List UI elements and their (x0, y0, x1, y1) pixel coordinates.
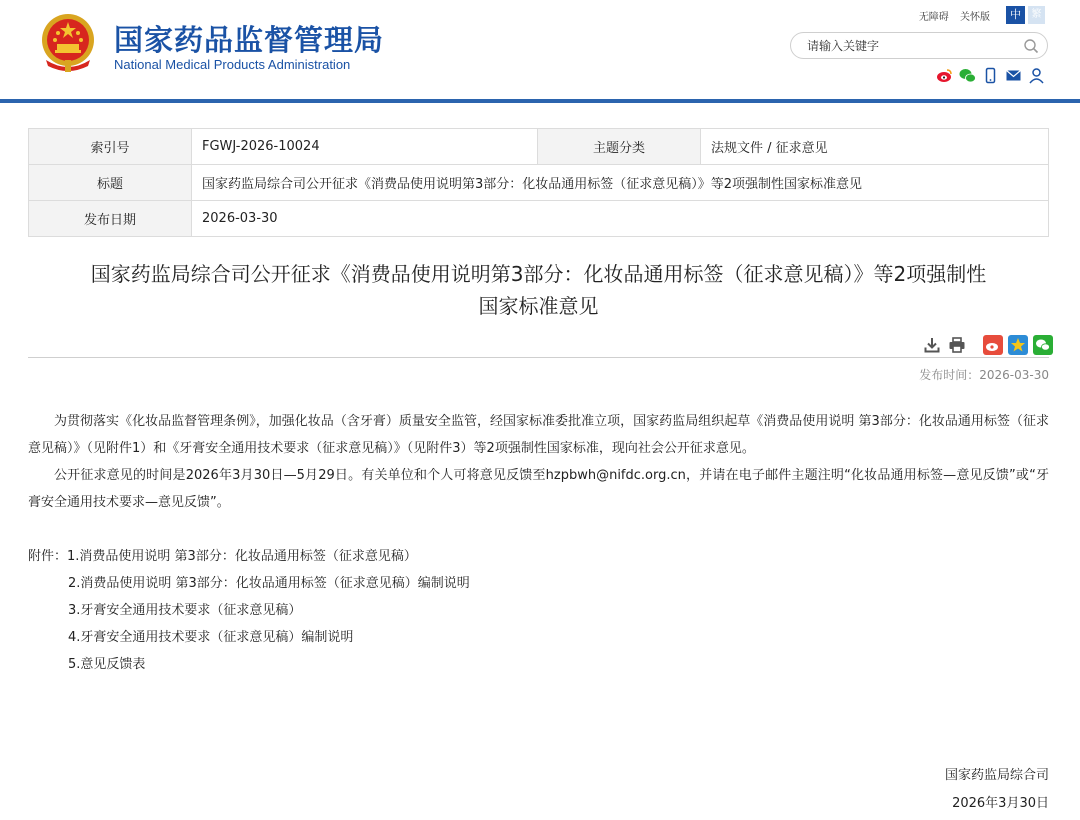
site-title-cn[interactable]: 国家药品监督管理局 (114, 23, 385, 57)
attachment-link[interactable]: 4.牙膏安全通用技术要求（征求意见稿）编制说明 (68, 630, 354, 645)
list-item[interactable] (28, 651, 1049, 678)
download-icon[interactable] (922, 335, 942, 355)
document-meta-table (28, 128, 1049, 237)
mail-icon[interactable] (1005, 67, 1022, 84)
user-icon[interactable] (1028, 67, 1045, 84)
attachment-link[interactable]: 2.消费品使用说明 第3部分：化妆品通用标签（征求意见稿）编制说明 (68, 576, 470, 591)
index-label: 索引号 (29, 129, 192, 165)
article-tools (922, 334, 1053, 356)
site-header (0, 0, 1080, 100)
list-item[interactable] (28, 597, 1049, 624)
header-divider (0, 99, 1080, 103)
list-item[interactable] (28, 624, 1049, 651)
search-input[interactable] (807, 38, 1017, 54)
attachments-list (28, 543, 1049, 678)
share-wechat-icon[interactable] (1033, 335, 1053, 355)
article-title-line1: 国家药监局综合司公开征求《消费品使用说明第3部分：化妆品通用标签（征求意见稿）》等2项强制性 (90, 262, 987, 286)
top-links (911, 8, 990, 23)
site-title-en[interactable]: National Medical Products Administration (114, 57, 351, 72)
paragraph: 公开征求意见的时间是2026年3月30日—5月29日。有关单位和个人可将意见反馈至hzpbwh@nifdc.org.cn，并请在电子邮件主题注明“化妆品通用标签—意见反馈”或“牙膏安全通用技术要求—意见反馈”。 (28, 468, 1049, 510)
social-links (936, 66, 1045, 84)
print-icon[interactable] (947, 335, 967, 355)
list-item[interactable] (28, 570, 1049, 597)
title-divider (28, 357, 1049, 358)
category-value: 法规文件 / 征求意见 (701, 129, 1049, 165)
attachment-link[interactable]: 5.意见反馈表 (68, 657, 146, 672)
signature-date: 2026年3月30日 (952, 796, 1049, 811)
index-value: FGWJ-2026-10024 (192, 129, 538, 165)
list-item (28, 543, 1049, 570)
search-box (790, 32, 1048, 59)
publish-time: 发布时间：2026-03-30 (919, 368, 1049, 382)
article-body (28, 408, 1049, 678)
title-value: 国家药监局综合司公开征求《消费品使用说明第3部分：化妆品通用标签（征求意见稿）》等2项强制性国家标准意见 (192, 165, 1049, 201)
attachments-label: 附件： (28, 549, 68, 564)
signature-block (945, 762, 1049, 818)
table-row (29, 165, 1049, 201)
title-label: 标题 (29, 165, 192, 201)
article-title (28, 258, 1049, 322)
attachment-link[interactable]: 1.消费品使用说明 第3部分：化妆品通用标签（征求意见稿） (67, 549, 417, 564)
share-weibo-icon[interactable] (983, 335, 1003, 355)
date-value: 2026-03-30 (192, 201, 1049, 237)
national-emblem-icon[interactable] (38, 12, 98, 74)
search-icon[interactable] (1023, 38, 1039, 54)
paragraph: 为贯彻落实《化妆品监督管理条例》，加强化妆品（含牙膏）质量安全监管，经国家标准委批准立项，国家药监局组织起草《消费品使用说明 第3部分：化妆品通用标签（征求意见稿）》（见附件1）和《牙膏安全通用技术要求（征求意见稿）》（见附件3）等2项强制性国家标准，现向社会公开征求意见。 (28, 414, 1049, 456)
accessibility-link[interactable]: 无障碍 (918, 12, 949, 23)
attachment-link[interactable]: 3.牙膏安全通用技术要求（征求意见稿） (68, 603, 302, 618)
lang-simplified-button[interactable]: 中 (1006, 6, 1025, 24)
table-row (29, 129, 1049, 165)
table-row (29, 201, 1049, 237)
wechat-icon[interactable] (959, 67, 976, 84)
signature-org: 国家药监局综合司 (944, 768, 1049, 783)
share-qzone-icon[interactable] (1008, 335, 1028, 355)
date-label: 发布日期 (29, 201, 192, 237)
elder-mode-link[interactable]: 关怀版 (960, 12, 990, 23)
article-title-line2: 国家标准意见 (478, 294, 599, 318)
category-label: 主题分类 (538, 129, 701, 165)
weibo-icon[interactable] (936, 67, 953, 84)
mobile-icon[interactable] (982, 67, 999, 84)
lang-traditional-button[interactable]: 繁 (1028, 6, 1045, 24)
